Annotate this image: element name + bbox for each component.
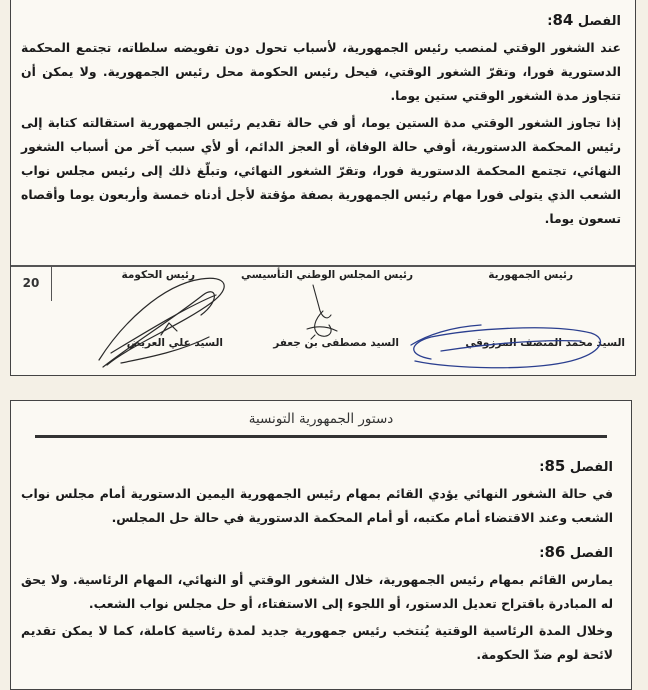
page-number: 20 bbox=[22, 276, 40, 290]
article-86-heading: الفصل 86: bbox=[539, 543, 613, 561]
article-label: الفصل bbox=[569, 546, 613, 561]
article-85-heading: الفصل 85: bbox=[539, 457, 613, 475]
signature-assembly-scrawl bbox=[307, 285, 337, 339]
signature-president-scrawl bbox=[411, 325, 601, 368]
handwritten-signatures bbox=[11, 265, 637, 377]
signature-title-assembly: رئيس المجلس الوطني التأسيسي bbox=[241, 269, 413, 281]
header-rule bbox=[35, 435, 607, 438]
article-84 bbox=[21, 9, 621, 231]
article-number: 86 bbox=[544, 543, 566, 561]
article-86-paragraph-1: يمارس القائم بمهام رئيس الجمهورية، خلال الشغور الوقتي أو النهائي، المهام الرئاسية. ولا يحق له المبادرة باقتراح تعديل الدستور، أو اللجوء إلى الاستفتاء، أو حل مجلس نواب الشعب. bbox=[21, 572, 613, 611]
signature-title-government: رئيس الحكومة bbox=[121, 269, 195, 281]
article-86-paragraph-2: وخلال المدة الرئاسية الوقتية يُنتخب رئيس جمهورية جديد لمدة رئاسية كاملة، كما لا يمكن تقديم لائحة لوم ضدّ الحكومة. bbox=[21, 623, 613, 662]
article-label: الفصل bbox=[569, 460, 613, 475]
signature-strip bbox=[11, 265, 635, 377]
article-number: 84 bbox=[552, 11, 574, 29]
article-84-paragraph-2: إذا تجاوز الشغور الوقتي مدة الستين يوما، أو في حالة تقديم رئيس الجمهورية استقالته كتابة إلى رئيس المحكمة الدستورية، أوفي حالة الوفاة، أو العجز الدائم، أو لأي سبب آخر من أسباب الشغور النهائي، تجتمع المحكمة الدستورية فورا، وتقرّ الشغور النهائي، وتبلّغ ذلك إلى رئيس مجلس نواب الشعب الذي يتولى فورا مهام رئيس الجمهورية بصفة مؤقتة لأجل أدناه خمسة وأربعون يوما وأقصاه تسعون يوما. bbox=[21, 115, 621, 226]
article-86 bbox=[21, 541, 613, 667]
article-85 bbox=[21, 455, 613, 532]
running-header: دستور الجمهورية التونسية bbox=[248, 411, 394, 427]
signature-name-assembly: السيد مصطفى بن جعفر bbox=[273, 337, 399, 349]
article-number: 85 bbox=[544, 457, 566, 475]
article-84-paragraph-1: عند الشغور الوقتي لمنصب رئيس الجمهورية، لأسباب تحول دون تفويضه سلطاته، تجتمع المحكمة الدستورية فورا، وتقرّ الشغور الوقتي، فيحل رئيس الحكومة محل رئيس الجمهورية. ولا يمكن أن تتجاوز مدة الشغور الوقتي ستين يوما. bbox=[21, 40, 621, 103]
article-85-paragraph-1: في حالة الشغور النهائي يؤدي القائم بمهام رئيس الجمهورية اليمين الدستورية أمام مجلس نواب الشعب وعند الاقتضاء أمام مكتبه، أو أمام المحكمة الدستورية في حالة حل المجلس. bbox=[21, 486, 613, 525]
article-label: الفصل bbox=[577, 14, 621, 29]
page-2 bbox=[10, 400, 632, 690]
signature-government-scrawl bbox=[99, 278, 224, 367]
signature-title-president: رئيس الجمهورية bbox=[488, 269, 573, 281]
signature-name-government: السيد علي العريض bbox=[126, 337, 223, 349]
article-84-heading: الفصل 84: bbox=[547, 11, 621, 29]
page-1 bbox=[10, 0, 636, 376]
signature-name-president: السيد محمد المنصف المرزوقي bbox=[465, 337, 625, 349]
